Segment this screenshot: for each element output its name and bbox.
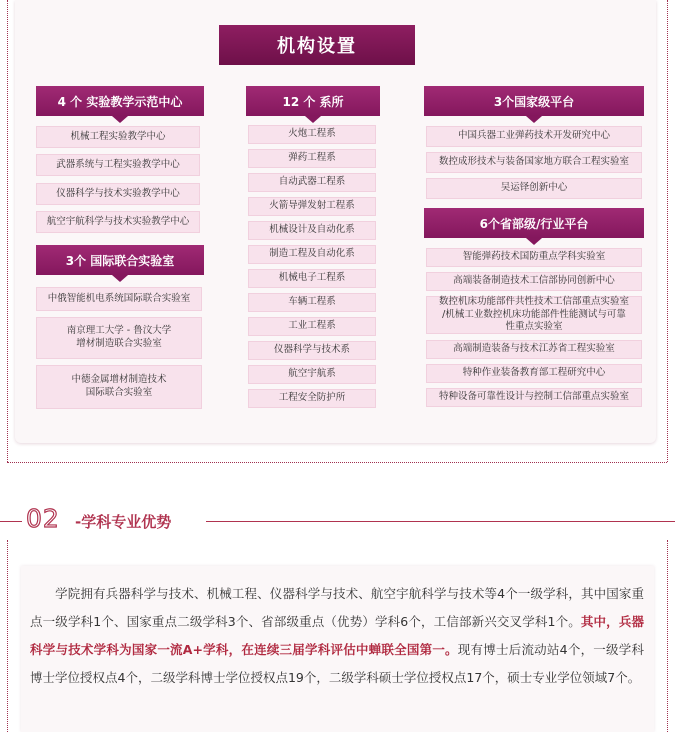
header-intl-labs: 3个 国际联合实验室 (36, 245, 204, 275)
national-platform-item: 吴运铎创新中心 (426, 178, 642, 199)
teaching-center-item: 航空宇航科学与技术实验教学中心 (36, 211, 200, 233)
department-item: 自动武器工程系 (248, 173, 376, 192)
department-item: 机械设计及自动化系 (248, 221, 376, 240)
department-item: 机械电子工程系 (248, 269, 376, 288)
intl-lab-item: 南京理工大学 - 鲁汶大学 增材制造联合实验室 (36, 317, 202, 359)
provincial-platform-item: 高端装备制造技术工信部协同创新中心 (426, 272, 642, 291)
department-item: 仪器科学与技术系 (248, 341, 376, 360)
provincial-platform-item: 数控机床功能部件共性技术工信部重点实验室 /机械工业数控机床功能部件性能测试与可靠 性重点实验室 (426, 296, 642, 334)
intl-lab-item: 中德金属增材制造技术 国际联合实验室 (36, 365, 202, 409)
header-provincial-platforms: 6个省部级/行业平台 (424, 208, 644, 238)
section-title: -学科专业优势 (75, 513, 172, 531)
provincial-platform-item: 特种作业装备教育部工程研究中心 (426, 364, 642, 383)
department-item: 弹药工程系 (248, 149, 376, 168)
department-item: 工程安全防护所 (248, 389, 376, 408)
dotted-border-left-bottom (7, 540, 8, 732)
paragraph-part2: 现有博士后流动站4个，一级学科博士学位授权点4个，二级学科博士学位授权点19个，二级学科硕士学位授权点17个，硕士专业学位领域7个。 (30, 642, 644, 685)
national-platform-item: 数控成形技术与装备国家地方联合工程实验室 (426, 152, 642, 173)
department-item: 火箭导弹发射工程系 (248, 197, 376, 216)
paragraph-part1: 学院拥有兵器科学与技术、机械工程、仪器科学与技术、航空宇航科学与技术等4个一级学科，其中国家重点一级学科1个、国家重点二级学科3个、省部级重点（优势）学科6个，工信部新兴交叉学科1个。 (30, 586, 644, 629)
dotted-border-left-top (7, 0, 8, 462)
paragraph-highlight: 其中，兵器科学与技术学科为国家一流A+学科，在连续三届学科评估中蝉联全国第一。 (30, 614, 644, 657)
section-number: 02 (26, 504, 60, 533)
provincial-platform-item: 高端制造装备与技术江苏省工程实验室 (426, 340, 642, 359)
department-item: 制造工程及自动化系 (248, 245, 376, 264)
header-teaching-centers: 4 个 实验教学示范中心 (36, 86, 204, 116)
dotted-border-right-top (667, 0, 668, 462)
department-item: 航空宇航系 (248, 365, 376, 384)
teaching-center-item: 武器系统与工程实验教学中心 (36, 154, 200, 176)
dotted-border-bottom (7, 462, 667, 463)
teaching-center-item: 仪器科学与技术实验教学中心 (36, 183, 200, 205)
discipline-paragraph (30, 580, 644, 692)
provincial-platform-item: 特种设备可靠性设计与控制工信部重点实验室 (426, 388, 642, 407)
intl-lab-item: 中俄智能机电系统国际联合实验室 (36, 287, 202, 311)
header-national-platforms: 3个国家级平台 (424, 86, 644, 116)
department-item: 车辆工程系 (248, 293, 376, 312)
national-platform-item: 中国兵器工业弹药技术开发研究中心 (426, 126, 642, 147)
section-divider-right (206, 521, 675, 522)
section-divider-left (0, 521, 22, 522)
department-item: 工业工程系 (248, 317, 376, 336)
page-title: 机构设置 (219, 25, 415, 65)
header-departments: 12 个 系所 (246, 86, 380, 116)
provincial-platform-item: 智能弹药技术国防重点学科实验室 (426, 248, 642, 267)
teaching-center-item: 机械工程实验教学中心 (36, 126, 200, 148)
dotted-border-right-bottom (667, 540, 668, 732)
department-item: 火炮工程系 (248, 125, 376, 144)
